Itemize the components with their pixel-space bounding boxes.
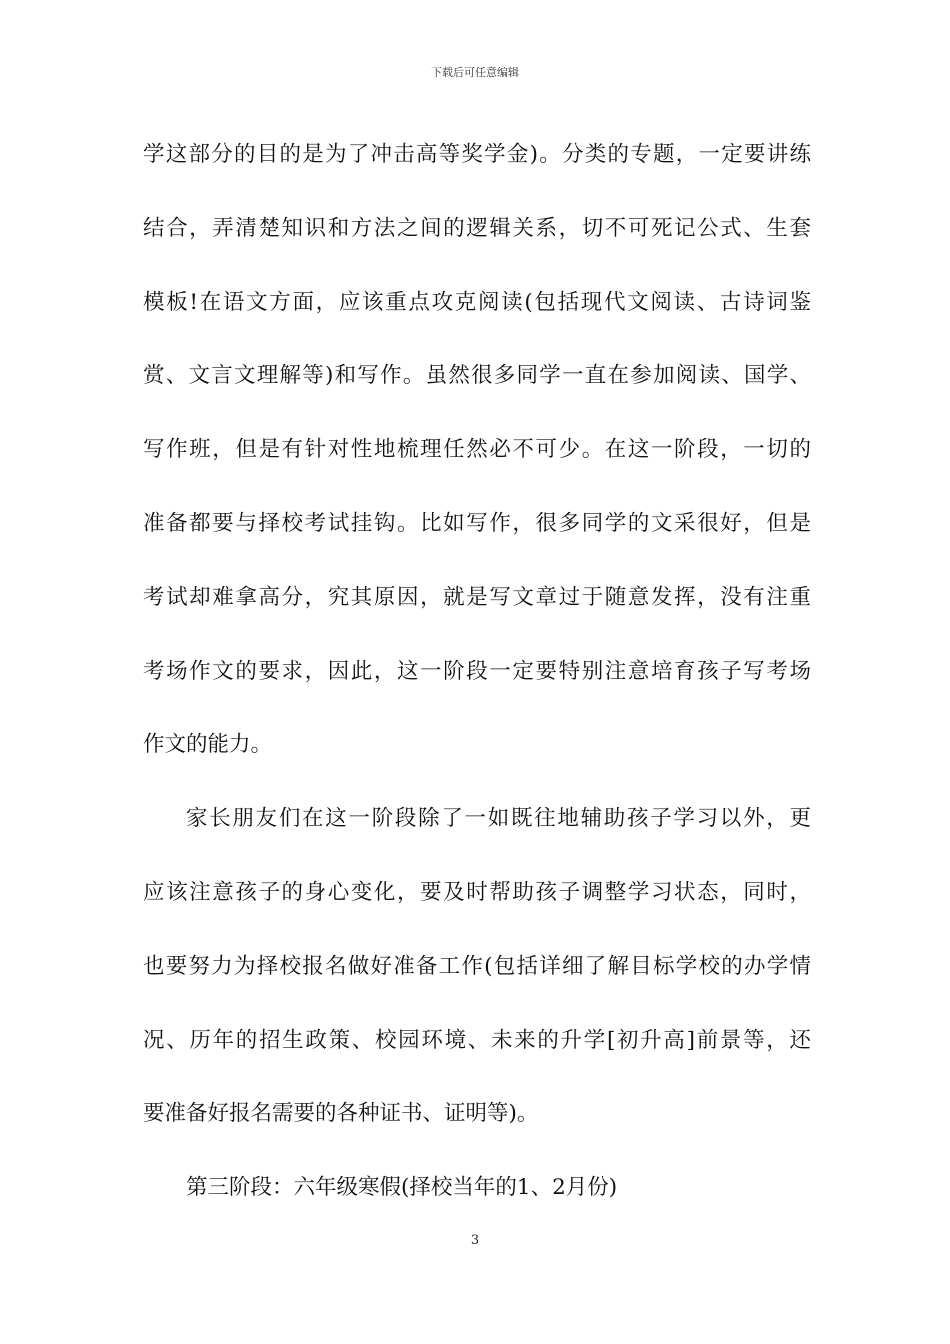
text-line: 考场作文的要求，因此，这一阶段一定要特别注意培育孩子写考场: [143, 658, 811, 684]
section-heading: 第三阶段：六年级寒假(择校当年的1、2月份): [186, 1175, 618, 1201]
text-line: 赏、文言文理解等)和写作。虽然很多同学一直在参加阅读、国学、: [143, 363, 811, 389]
page-number: 3: [470, 1233, 480, 1248]
paragraph-first-line: 家长朋友们在这一阶段除了一如既往地辅助孩子学习以外，更: [186, 806, 811, 832]
text-line: 学这部分的目的是为了冲击高等奖学金)。分类的专题，一定要讲练: [143, 142, 811, 167]
text-line: 要准备好报名需要的各种证书、证明等)。: [143, 1101, 539, 1127]
text-line: 作文的能力。: [143, 732, 273, 758]
page-header: 下载后可任意编辑: [431, 66, 519, 79]
text-line: 写作班，但是有针对性地梳理任然必不可少。在这一阶段，一切的: [143, 437, 811, 463]
text-line: 考试却难拿高分，究其原因，就是写文章过于随意发挥，没有注重: [143, 584, 811, 610]
text-line: 结合，弄清楚知识和方法之间的逻辑关系，切不可死记公式、生套: [143, 215, 811, 241]
text-line: 模板!在语文方面，应该重点攻克阅读(包括现代文阅读、古诗词鉴: [143, 289, 811, 315]
text-line: 应该注意孩子的身心变化，要及时帮助孩子调整学习状态，同时，: [143, 879, 811, 905]
document-body: [143, 118, 811, 1225]
text-line: 况、历年的招生政策、校园环境、未来的升学[初升高]前景等，还: [143, 1027, 811, 1053]
text-line: 准备都要与择校考试挂钩。比如写作，很多同学的文采很好，但是: [143, 510, 811, 536]
text-line: 也要努力为择校报名做好准备工作(包括详细了解目标学校的办学情: [143, 953, 811, 979]
